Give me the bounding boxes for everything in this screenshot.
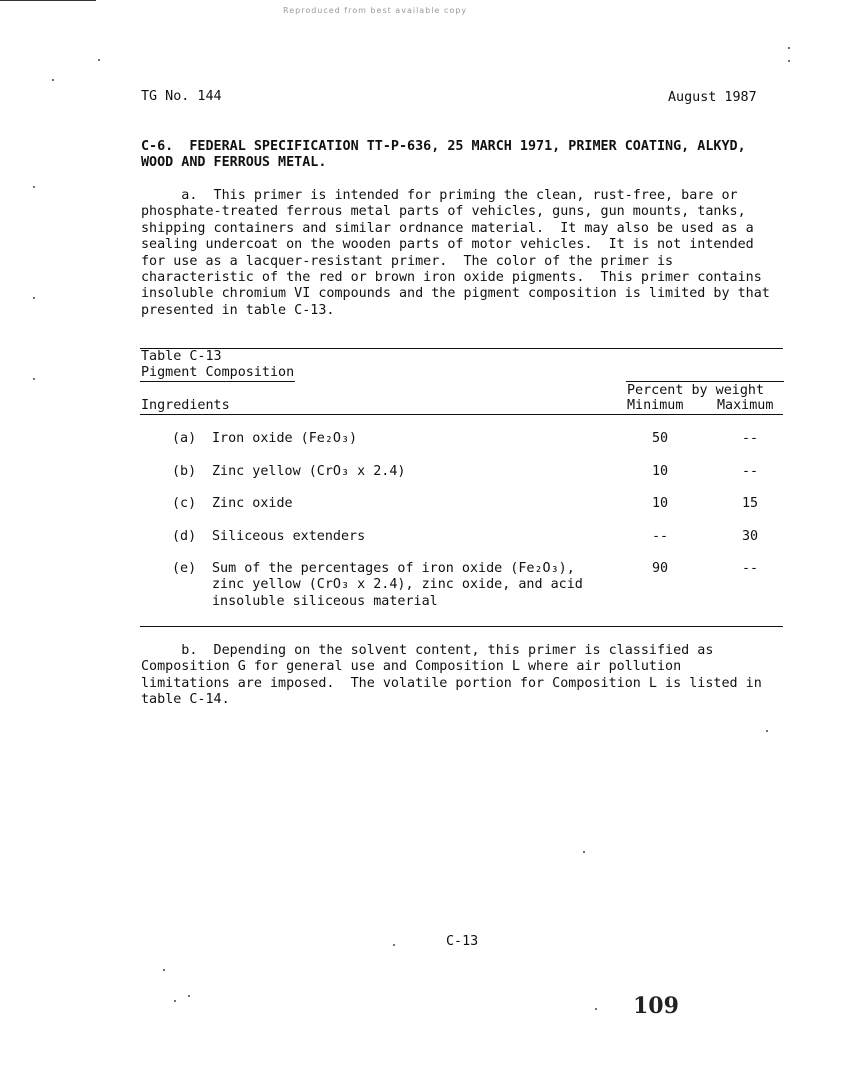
scan-speck (33, 378, 35, 380)
scan-speck (163, 969, 165, 971)
para-a-line: insoluble chromium VI compounds and the pigment composition is limited by that (141, 286, 770, 302)
table-bottom-rule (140, 626, 783, 627)
row-minimum: 10 (651, 496, 669, 511)
scan-speck (393, 944, 395, 946)
header-bottom-rule (140, 414, 783, 415)
table-title: Table C-13 (141, 349, 222, 364)
row-ingredient: insoluble siliceous material (212, 593, 438, 609)
tg-number: TG No. 144 (141, 89, 222, 104)
row-maximum: -- (741, 431, 759, 446)
table-top-rule (140, 348, 783, 349)
row-ingredient: zinc yellow (CrO₃ x 2.4), zinc oxide, and acid (212, 577, 583, 593)
col-ingredients-header: Ingredients (141, 398, 230, 413)
col-minimum-header: Minimum (627, 398, 684, 413)
row-minimum: 10 (651, 464, 669, 479)
faint-scan-header: Reproduced from best available copy (283, 6, 468, 15)
document-date: August 1987 (668, 90, 757, 105)
para-a-line: characteristic of the red or brown iron oxide pigments. This primer contains (141, 270, 762, 285)
para-b-line: limitations are imposed. The volatile portion for Composition L is listed in (141, 675, 762, 691)
scan-speck (52, 79, 54, 81)
subtitle-underline (140, 381, 295, 382)
para-b-line: Composition G for general use and Composition L where air pollution (141, 659, 682, 675)
row-maximum: 15 (741, 496, 759, 511)
section-title-line-2: WOOD AND FERROUS METAL. (141, 155, 327, 170)
scan-speck (583, 851, 585, 853)
scan-speck (33, 186, 35, 188)
scan-speck (788, 60, 790, 62)
scan-speck (766, 730, 768, 732)
row-maximum: -- (741, 464, 759, 479)
row-minimum: 90 (651, 561, 669, 576)
scan-speck (188, 995, 190, 997)
para-a-line: shipping containers and similar ordnance material. It may also be used as a (141, 220, 754, 236)
row-maximum: -- (741, 561, 759, 576)
scan-speck (174, 1000, 176, 1002)
handwritten-page-number: 109 (633, 993, 679, 1019)
col-maximum-header: Maximum (717, 398, 774, 413)
row-letter: (b) (172, 464, 197, 479)
scan-speck (595, 1008, 597, 1010)
row-ingredient: Zinc yellow (CrO₃ x 2.4) (212, 464, 406, 479)
row-maximum: 30 (741, 529, 759, 544)
row-letter: (c) (172, 496, 197, 511)
scan-speck (98, 59, 100, 61)
para-a-line: sealing undercoat on the wooden parts of motor vehicles. It is not intended (141, 237, 754, 253)
para-b-line: table C-14. (141, 692, 230, 708)
para-a-line: phosphate-treated ferrous metal parts of vehicles, guns, gun mounts, tanks, (141, 204, 746, 220)
row-minimum: -- (651, 529, 669, 544)
row-ingredient: Zinc oxide (212, 496, 293, 511)
table-subtitle: Pigment Composition (141, 365, 295, 380)
row-ingredient: Sum of the percentages of iron oxide (Fe₂O₃), (212, 561, 575, 576)
para-a-line: presented in table C-13. (141, 302, 335, 318)
para-b-line: b. Depending on the solvent content, this primer is classified as (141, 643, 714, 658)
row-letter: (a) (172, 431, 197, 446)
col-percent-header: Percent by weight (627, 383, 765, 398)
scan-speck (788, 47, 790, 49)
page-label: C-13 (446, 934, 479, 949)
row-letter: (d) (172, 529, 197, 544)
section-title-line-1: C-6. FEDERAL SPECIFICATION TT-P-636, 25 MARCH 1971, PRIMER COATING, ALKYD, (141, 139, 746, 154)
row-minimum: 50 (651, 431, 669, 446)
para-a-line: a. This primer is intended for priming the clean, rust-free, bare or (141, 188, 738, 203)
row-letter: (e) (172, 561, 197, 576)
para-a-line: for use as a lacquer-resistant primer. The color of the primer is (141, 253, 674, 269)
scan-speck (33, 297, 35, 299)
row-ingredient: Siliceous extenders (212, 529, 366, 544)
scan-edge-line (0, 0, 96, 1)
row-ingredient: Iron oxide (Fe₂O₃) (212, 431, 358, 446)
